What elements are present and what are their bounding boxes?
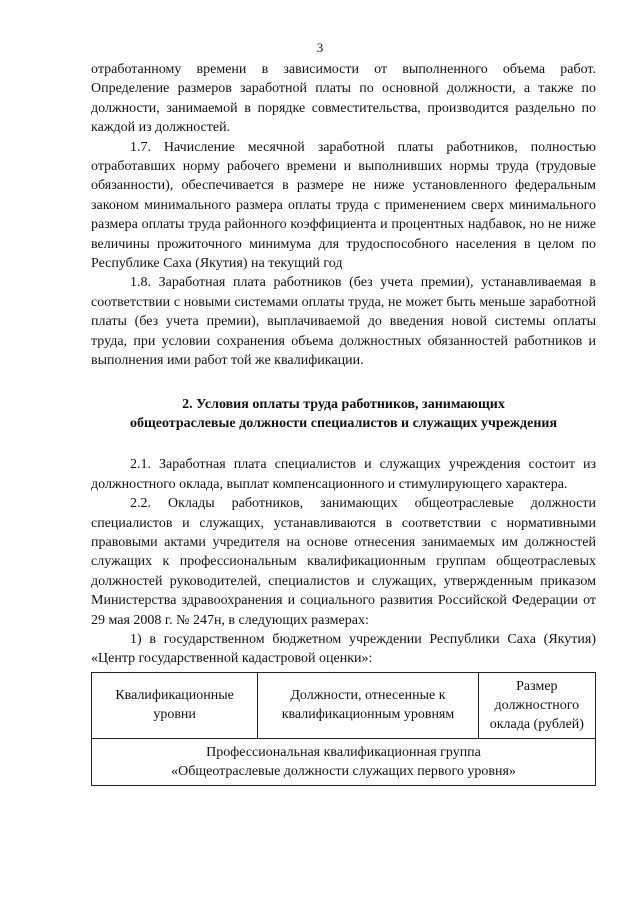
paragraph-1-7: 1.7. Начисление месячной заработной платы работников, полностью отработавших норму рабочего времени и выполнивших нормы труда (трудовые обязанности), обеспечивается в размере не ниже установленного федеральным законом минимального размера оплаты труда с применением сверх минимального размера оплаты труда районного коэффициента и процентных надбавок, но не ниже величины прожиточного минимума для трудоспособного населения в целом по Республике Саха (Якутия) на текущий год xyxy=(91,139,596,272)
professional-group-line2: «Общеотраслевые должности служащих первого уровня» xyxy=(171,763,516,779)
section-2-heading-line1: 2. Условия оплаты труда работников, занимающих xyxy=(182,396,505,412)
professional-group-cell xyxy=(92,738,596,785)
paragraph-1-8: 1.8. Заработная плата работников (без учета премии), устанавливаемая в соответствии с новыми системами оплаты труда, не может быть меньше заработной платы (без учета премии), выплачиваемой до введения новой системы оплаты труда, при условии сохранения объема должностных обязанностей работников и выполнения ими работ той же квалификации. xyxy=(91,275,596,369)
section-2-heading-line2: общеотраслевые должности специалистов и служащих учреждения xyxy=(129,415,558,431)
paragraph-2-1: 2.1. Заработная плата специалистов и служащих учреждения состоит из должностного оклада, выплат компенсационного и стимулирующего характера. xyxy=(91,457,596,492)
section-2-heading xyxy=(91,395,596,434)
paragraph-continuation: отработанному времени в зависимости от выполненного объема работ. Определение размеров заработной платы по основной должности, а также по должности, занимаемой в порядке совместительства, производится раздельно по каждой из должностей. xyxy=(91,62,596,136)
header-positions: Должности, отнесенные к квалификационным уровням xyxy=(258,672,478,738)
paragraph-2-2: 2.2. Оклады работников, занимающих общеотраслевые должности специалистов и служащих, устанавливаются в соответствии с нормативными правовыми актами учредителя на основе отнесения занимаемых им должностей служащих к профессиональным квалификационным группам общеотраслевых должностей руководителей, специалистов и служащих, утвержденным приказом Министерства здравоохранения и социального развития Российской Федерации от 29 мая 2008 г. № 247н, в следующих размерах: xyxy=(91,496,596,628)
table-header-row xyxy=(92,672,596,738)
document-body xyxy=(91,60,596,786)
header-salary-size: Размер должностного оклада (рублей) xyxy=(478,672,595,738)
page-number: 3 xyxy=(316,40,324,55)
paragraph-item-1: 1) в государственном бюджетном учреждении Республики Саха (Якутия) «Центр государственной кадастровой оценки»: xyxy=(91,631,596,667)
salary-table xyxy=(91,672,596,786)
header-qualification-levels: Квалификационные уровни xyxy=(92,672,258,738)
table-row xyxy=(92,738,596,785)
professional-group-line1: Профессиональная квалификационная группа xyxy=(206,744,481,760)
